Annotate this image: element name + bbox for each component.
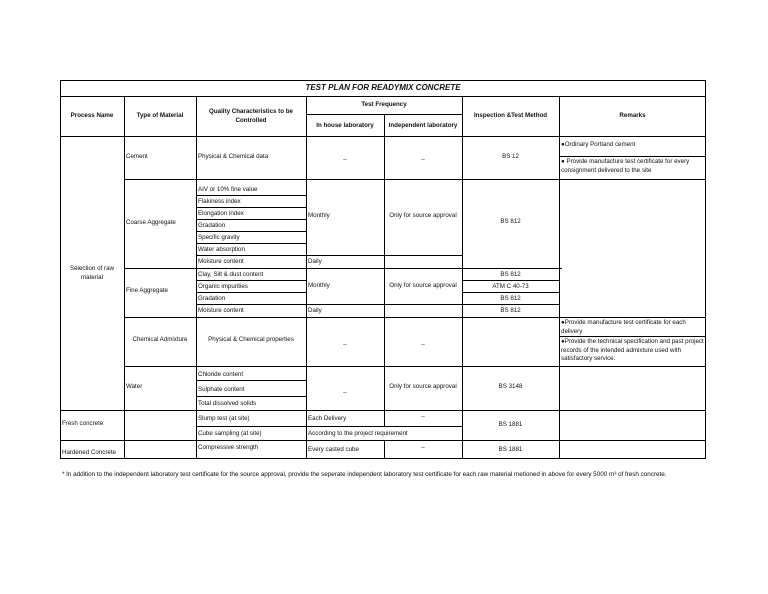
char-admixture: Physical & Chemical properties [208, 336, 294, 343]
remark-cement-1: ●Ordinary Portland cement [561, 141, 636, 148]
line [196, 426, 462, 427]
freq-dash: _ [421, 410, 425, 417]
line [60, 80, 61, 459]
freq-dash: _ [343, 153, 347, 160]
line [462, 292, 559, 293]
line [60, 136, 706, 137]
line [60, 440, 706, 441]
freq-daily: Daily [308, 307, 322, 314]
freq-monthly: Monthly [308, 212, 330, 219]
line [196, 96, 197, 459]
char-coarse: Water absorption [198, 246, 245, 253]
line [124, 179, 706, 180]
freq-source-approval: Only for source approval [389, 383, 457, 390]
process-fresh: Fresh concrete [62, 420, 104, 427]
char-fine: Organic impurities [198, 283, 248, 290]
freq-dash: _ [421, 441, 425, 448]
line [196, 207, 306, 208]
char-fine: Clay, Silt & dust content [198, 271, 264, 278]
freq-project-requirement: According to the project requirement [308, 430, 408, 437]
char-fine: Moisture content [198, 307, 244, 314]
header-remarks: Remarks [619, 112, 646, 119]
line [705, 80, 706, 459]
line [196, 255, 462, 256]
material-fine: Fine Aggregate [126, 287, 168, 294]
char-cement: Physical & Chemical data [198, 153, 269, 160]
line [196, 292, 306, 293]
line [559, 96, 560, 459]
line [196, 396, 306, 397]
line [196, 380, 306, 381]
test-plan-table [60, 80, 706, 465]
header-process-name: Process Name [70, 112, 114, 119]
char-coarse: Flakiness index [198, 198, 241, 205]
freq-source-approval: Only for source approval [389, 212, 457, 219]
char-fine: Gradation [198, 295, 226, 302]
remark-cement-2: ● Provide manufacture test certificate for every consignment delivered to the site [561, 158, 690, 174]
char-fresh: Cube sampling (at site) [198, 430, 262, 437]
line [196, 219, 306, 220]
freq-dash: _ [343, 338, 347, 345]
line [60, 96, 706, 97]
line [196, 231, 306, 232]
freq-every-cube: Every casted cube [308, 446, 359, 453]
line [462, 304, 559, 305]
freq-monthly: Monthly [308, 282, 330, 289]
line [124, 96, 125, 459]
line [124, 317, 706, 318]
material-cement: Cement [126, 153, 148, 160]
line [559, 336, 706, 337]
freq-daily: Daily [308, 258, 322, 265]
char-coarse: Specific gravity [198, 234, 240, 241]
method-bs812: BS 812 [500, 295, 521, 302]
line [306, 96, 307, 459]
header-inspection-method: Inspection &Test Method [473, 112, 548, 119]
line [196, 195, 306, 196]
freq-dash: _ [343, 386, 347, 393]
line [559, 156, 706, 157]
char-fresh: Slump test (at site) [198, 415, 250, 422]
footnote: * In addition to the independent laboratory test certificate for the source approval, provide the seperate independent laboratory test certificate for each raw material metioned in above for every 5000 m³ of fresh concrete. [62, 471, 667, 478]
line [60, 458, 706, 459]
line [196, 280, 306, 281]
header-independent: Independent laboratory [388, 122, 458, 129]
process-hardened: Hardened Concrete [62, 449, 117, 456]
method-bs3148: BS 3148 [498, 383, 523, 390]
header-quality-characteristics: Quality Characteristics to be Controlled [209, 108, 293, 124]
line [60, 80, 706, 81]
freq-dash: _ [421, 153, 425, 160]
method-atm: ATM C 40-73 [492, 283, 529, 290]
method-bs1881: BS 1881 [498, 421, 523, 428]
char-coarse: Moisture content [198, 258, 244, 265]
freq-dash: _ [421, 338, 425, 345]
line [462, 280, 559, 281]
line [124, 366, 706, 367]
table-title: TEST PLAN FOR READYMIX CONCRETE [305, 83, 461, 92]
method-bs812: BS 812 [500, 218, 521, 225]
method-bs812: BS 812 [500, 271, 521, 278]
process-selection: Selection of raw material [69, 265, 115, 281]
method-bs812: BS 812 [500, 307, 521, 314]
header-test-frequency: Test Frequency [361, 101, 407, 108]
line [196, 304, 462, 305]
char-water: Sulphate content [198, 386, 245, 393]
char-water: Total dissolved solids [198, 400, 257, 407]
header-type-of-material: Type of Material [136, 112, 184, 119]
remark-admixture-1: ●Provide manufacture test certificate for each delivery [561, 319, 686, 335]
method-bs12: BS 12 [502, 153, 519, 160]
remark-admixture-2: ●Provide the technical specification and past project records of the intended admixture used with satisfactory service. [561, 338, 704, 362]
material-admixture: Chemical Admixture [132, 336, 188, 343]
header-in-house: In house laboratory [316, 122, 374, 129]
method-bs1881: BS 1881 [498, 446, 523, 453]
char-coarse: Gradation [198, 222, 226, 229]
material-water: Water [126, 383, 143, 390]
line [196, 243, 306, 244]
char-hardened: Compressive strength [198, 444, 259, 451]
freq-source-approval: Only for source approval [389, 282, 457, 289]
material-coarse: Coarse Aggregate [126, 219, 176, 226]
line [60, 410, 706, 411]
char-coarse: Elongation index [198, 210, 244, 217]
freq-each-delivery: Each Delivery [308, 415, 347, 422]
char-coarse: AIV or 10% fine value [198, 186, 258, 193]
char-water: Chloride content [198, 371, 244, 378]
line [124, 268, 562, 269]
